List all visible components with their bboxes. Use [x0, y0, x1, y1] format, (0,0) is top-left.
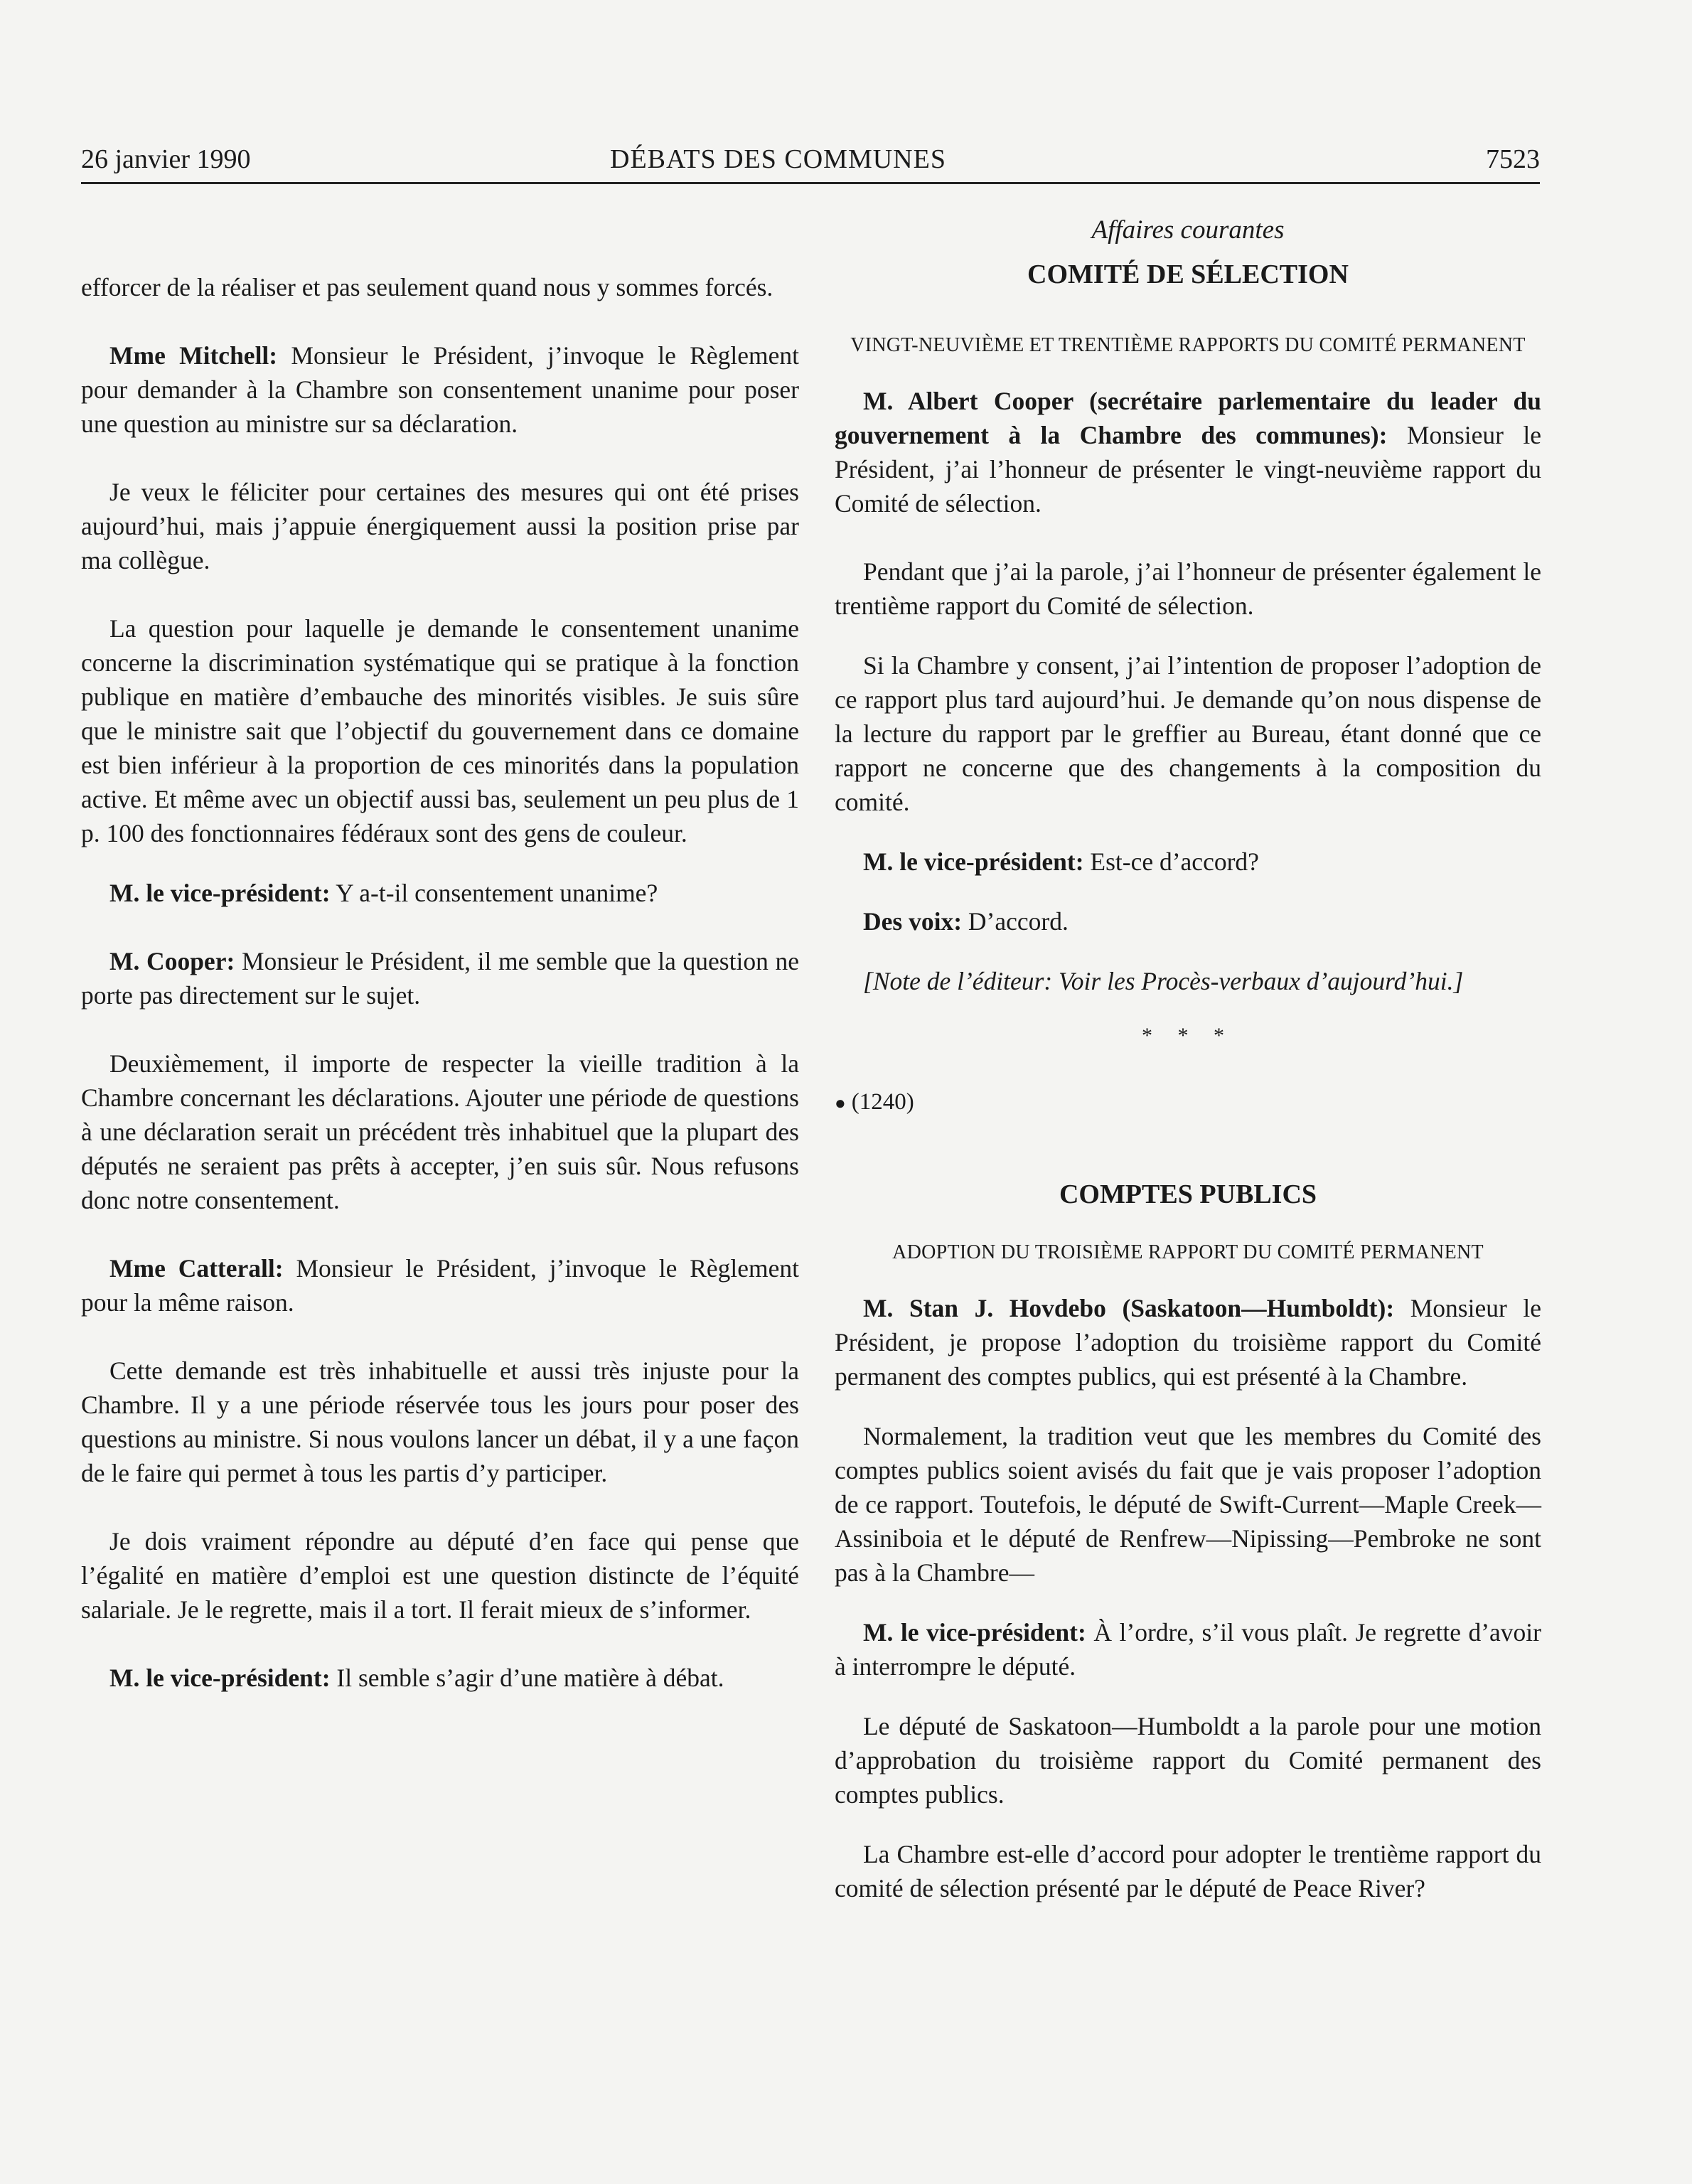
speech — [835, 384, 1541, 520]
header-publication: DÉBATS DES COMMUNES — [610, 144, 946, 174]
header-date: 26 janvier 1990 — [81, 144, 251, 174]
speech — [81, 1661, 799, 1695]
time-marker-text: (1240) — [851, 1089, 914, 1115]
section-subtitle: VINGT-NEUVIÈME ET TRENTIÈME RAPPORTS DU COMITÉ PERMANENT — [850, 334, 1526, 356]
speaker-name: M. Cooper: — [109, 947, 235, 975]
speaker-name: Mme Mitchell: — [109, 341, 278, 370]
speaker-name: M. le vice-président: — [109, 879, 331, 907]
speech — [81, 338, 799, 441]
right-column — [835, 213, 1541, 1905]
speech-text: Monsieur le Président, je propose l’adoption du troisième rapport du Comité permanent des comptes publics, qui est présenté à la Chambre. — [835, 1294, 1541, 1391]
speaker-name: M. le vice-président: — [109, 1664, 331, 1692]
speech — [835, 1615, 1541, 1684]
paragraph: Normalement, la tradition veut que les membres du Comité des comptes publics soient avisés du fait que je vais proposer l’adoption de ce rapport. Toutefois, le député de Swift-Current—Maple Creek—Assiniboia et le député de Renfrew—Nipissing—Pembroke ne sont pas à la Chambre— — [835, 1422, 1541, 1587]
header-page-number: 7523 — [1486, 144, 1540, 174]
speaker-name: M. le vice-président: — [863, 847, 1084, 876]
paragraph: La Chambre est-elle d’accord pour adopter le trentième rapport du comité de sélection présenté par le député de Peace River? — [835, 1840, 1541, 1902]
paragraph: Si la Chambre y consent, j’ai l’intention de proposer l’adoption de ce rapport plus tard aujourd’hui. Je demande qu’on nous dispense de la lecture du rapport par le greffier au Bureau, étant donné que ce rapport ne concerne que des changements à la composition du comité. — [835, 651, 1541, 816]
section-title: COMITÉ DE SÉLECTION — [1027, 259, 1349, 289]
page-header — [81, 139, 1540, 184]
paragraph: Le député de Saskatoon—Humboldt a la parole pour une motion d’approbation du troisième rapport du Comité permanent des comptes publics. — [835, 1712, 1541, 1809]
speech — [835, 904, 1541, 938]
speech — [81, 876, 799, 910]
section-separator: * * * — [1142, 1024, 1234, 1047]
speech-text: D’accord. — [962, 907, 1069, 936]
speech-text: Monsieur le Président, j’invoque le Règlement pour la même raison. — [81, 1254, 799, 1317]
bullet-icon: ● — [835, 1093, 846, 1113]
paragraph: Je dois vraiment répondre au député d’en face qui pense que l’égalité en matière d’emploi est une question distincte de l’équité salariale. Je le regrette, mais il a tort. Il ferait mieux de s’informer. — [81, 1527, 799, 1624]
speaker-name: Des voix: — [863, 907, 963, 936]
section-rubric: Affaires courantes — [1091, 215, 1285, 245]
speaker-name: M. Stan J. Hovdebo (Saskatoon—Humboldt): — [863, 1294, 1395, 1322]
paragraph: La question pour laquelle je demande le consentement unanime concerne la discrimination systématique qui se pratique à la fonction publique en matière d’embauche des minorités visibles. Je suis sûre que le ministre sait que l’objectif du gouvernement dans ce domaine est bien inférieur à la proportion de ces minorités dans la population active. Et même avec un objectif aussi bas, seulement un peu plus de 1 p. 100 des fonctionnaires fédéraux sont des gens de couleur. — [81, 614, 799, 847]
paragraph: Je veux le féliciter pour certaines des mesures qui ont été prises aujourd’hui, mais j’appuie énergiquement aussi la position prise par ma collègue. — [81, 478, 799, 574]
speech-text: Il semble s’agir d’une matière à débat. — [330, 1664, 724, 1692]
speaker-name: M. Albert Cooper (secrétaire parlementaire du leader du gouvernement à la Chambre des communes): — [835, 387, 1541, 449]
speech — [835, 845, 1541, 879]
section-title: COMPTES PUBLICS — [1059, 1179, 1317, 1209]
paragraph: Cette demande est très inhabituelle et aussi très injuste pour la Chambre. Il y a une période réservée tous les jours pour poser des questions au ministre. Si nous voulons lancer un débat, il y a une façon de le faire qui permet à tous les partis d’y participer. — [81, 1356, 799, 1487]
editor-note: [Note de l’éditeur: Voir les Procès-verbaux d’aujourd’hui.] — [863, 967, 1464, 995]
speech-text: Est-ce d’accord? — [1083, 847, 1259, 876]
speech-text: Y a-t-il consentement unanime? — [330, 879, 658, 907]
paragraph: efforcer de la réaliser et pas seulement quand nous y sommes forcés. — [81, 273, 773, 301]
speaker-name: M. le vice-président: — [863, 1618, 1086, 1647]
speech — [81, 944, 799, 1012]
time-marker — [835, 1085, 1541, 1120]
paragraph: Pendant que j’ai la parole, j’ai l’honneur de présenter également le trentième rapport du Comité de sélection. — [835, 557, 1541, 620]
section-subtitle: ADOPTION DU TROISIÈME RAPPORT DU COMITÉ PERMANENT — [892, 1241, 1484, 1263]
speech — [81, 1251, 799, 1320]
speech — [835, 1291, 1541, 1393]
speaker-name: Mme Catterall: — [109, 1254, 284, 1283]
left-column — [81, 270, 799, 1695]
speech-text: À l’ordre, s’il vous plaît. Je regrette d’avoir à interrompre le député. — [835, 1618, 1541, 1681]
paragraph: Deuxièmement, il importe de respecter la vieille tradition à la Chambre concernant les déclarations. Ajouter une période de questions à une déclaration serait un précédent très inhabituel que la plupart des députés ne seraient pas prêts à accepter, j’en suis sûr. Nous refusons donc notre consentement. — [81, 1049, 799, 1214]
speech-text: Monsieur le Président, j’invoque le Règlement pour demander à la Chambre son consentement unanime pour poser une question au ministre sur sa déclaration. — [81, 341, 799, 438]
speech-text: Monsieur le Président, j’ai l’honneur de présenter le vingt-neuvième rapport du Comité de sélection. — [835, 421, 1541, 518]
speech-text: Monsieur le Président, il me semble que la question ne porte pas directement sur le sujet. — [81, 947, 799, 1010]
